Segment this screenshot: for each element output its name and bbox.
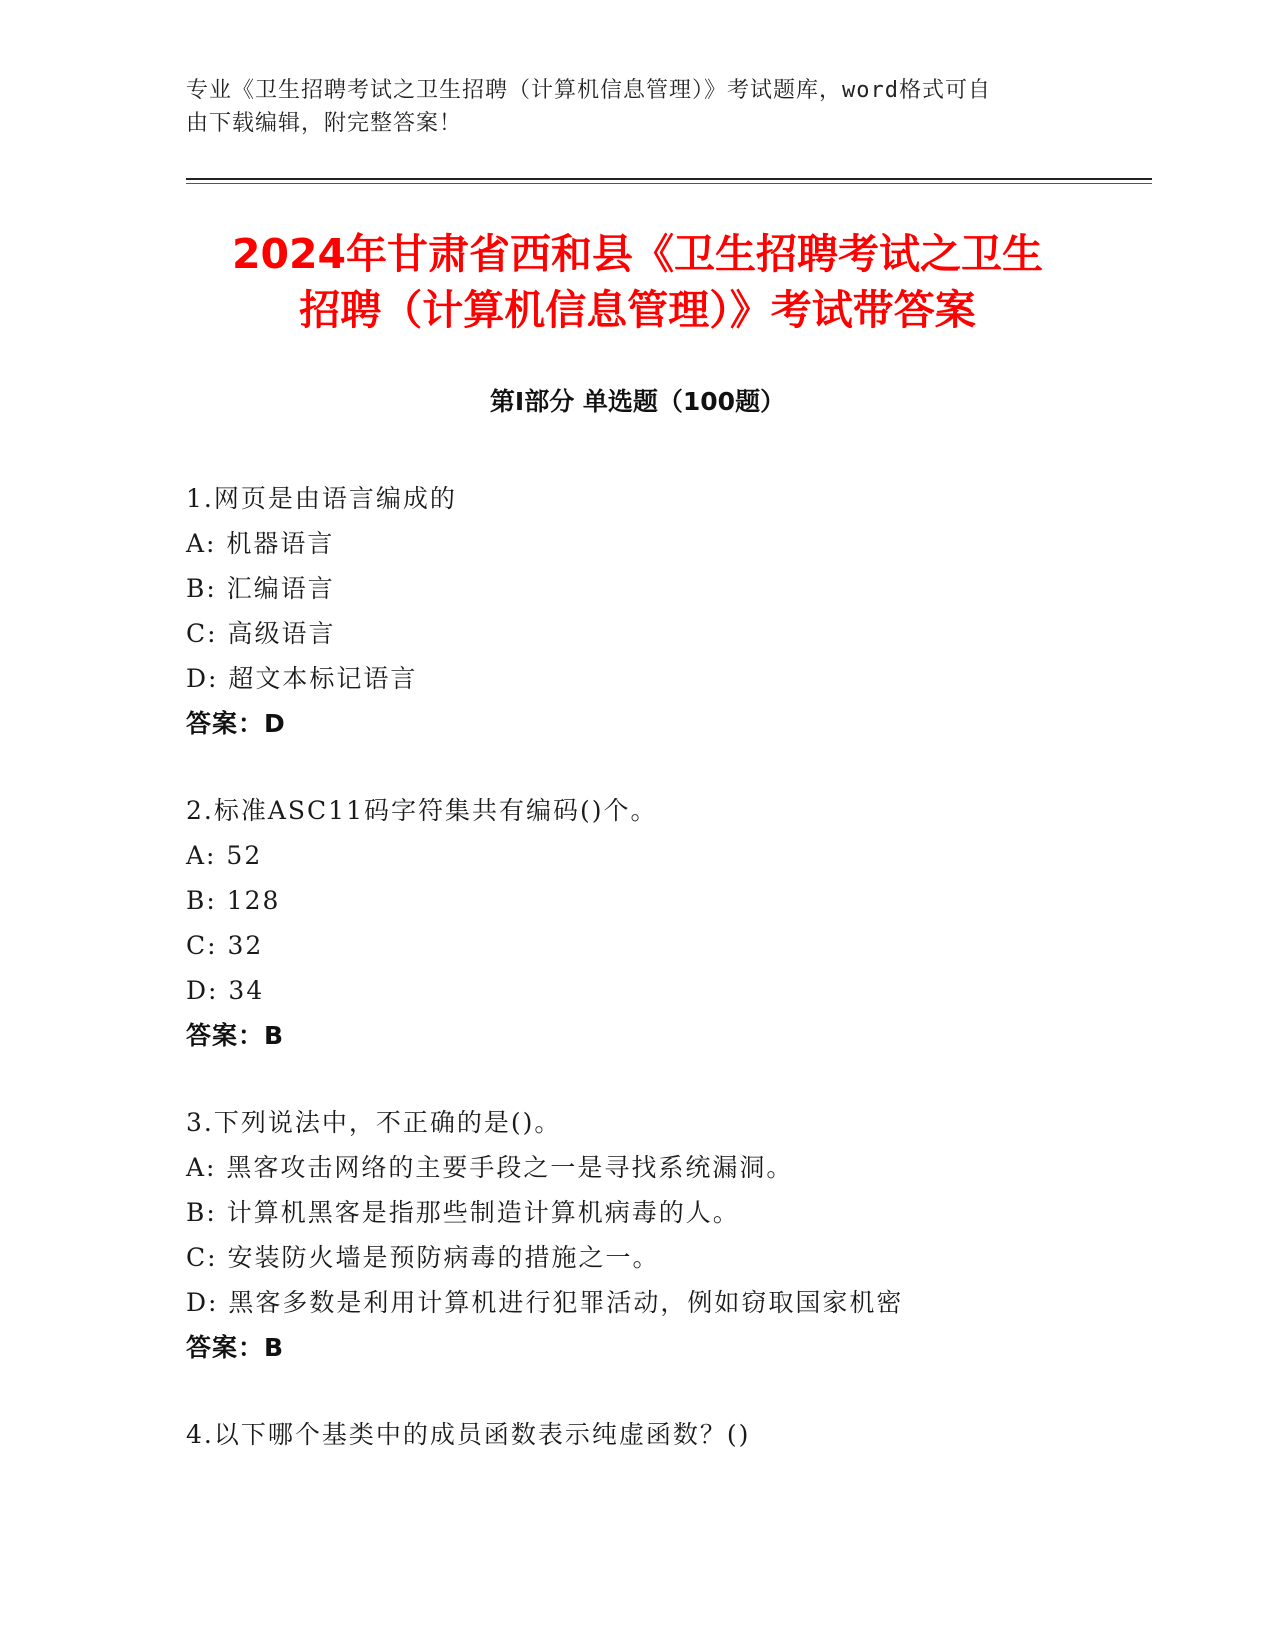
section-title: 第Ⅰ部分 单选题（100题）: [489, 387, 786, 416]
answer: 答案：D: [186, 709, 286, 738]
header-divider-thin: [186, 183, 1152, 184]
document-title-line-1: 2024年甘肃省西和县《卫生招聘考试之卫生: [231, 230, 1044, 278]
option-d: D: 黑客多数是利用计算机进行犯罪活动，例如窃取国家机密: [186, 1288, 904, 1317]
question-2: [186, 788, 1186, 1058]
document-title: [150, 226, 1125, 338]
option-c: C: 高级语言: [186, 619, 336, 648]
header-note-line-1: 专业《卫生招聘考试之卫生招聘（计算机信息管理）》考试题库，word格式可自: [186, 78, 991, 103]
option-b: B: 128: [186, 886, 281, 915]
question-stem: 1.网页是由语言编成的: [186, 484, 457, 513]
question-4: [186, 1412, 1186, 1457]
document-title-line-2: 招聘（计算机信息管理）》考试带答案: [299, 286, 976, 334]
question-stem: 3.下列说法中，不正确的是()。: [186, 1108, 562, 1137]
question-3: [186, 1100, 1186, 1370]
question-list: [186, 476, 1186, 1499]
option-a: A: 黑客攻击网络的主要手段之一是寻找系统漏洞。: [186, 1153, 794, 1182]
header-note: [186, 74, 1086, 140]
answer: 答案：B: [186, 1333, 285, 1362]
option-c: C: 安装防火墙是预防病毒的措施之一。: [186, 1243, 660, 1272]
question-1: [186, 476, 1186, 746]
option-b: B: 汇编语言: [186, 574, 335, 603]
option-d: D: 34: [186, 976, 265, 1005]
option-a: A: 52: [186, 841, 263, 870]
option-c: C: 32: [186, 931, 264, 960]
header-note-line-2: 由下载编辑，附完整答案！: [186, 111, 463, 136]
header-divider-thick: [186, 178, 1152, 180]
question-stem: 4.以下哪个基类中的成员函数表示纯虚函数？(): [186, 1420, 751, 1449]
option-d: D: 超文本标记语言: [186, 664, 418, 693]
answer: 答案：B: [186, 1021, 285, 1050]
question-stem: 2.标准ASC11码字符集共有编码()个。: [186, 796, 658, 825]
option-a: A: 机器语言: [186, 529, 335, 558]
option-b: B: 计算机黑客是指那些制造计算机病毒的人。: [186, 1198, 740, 1227]
